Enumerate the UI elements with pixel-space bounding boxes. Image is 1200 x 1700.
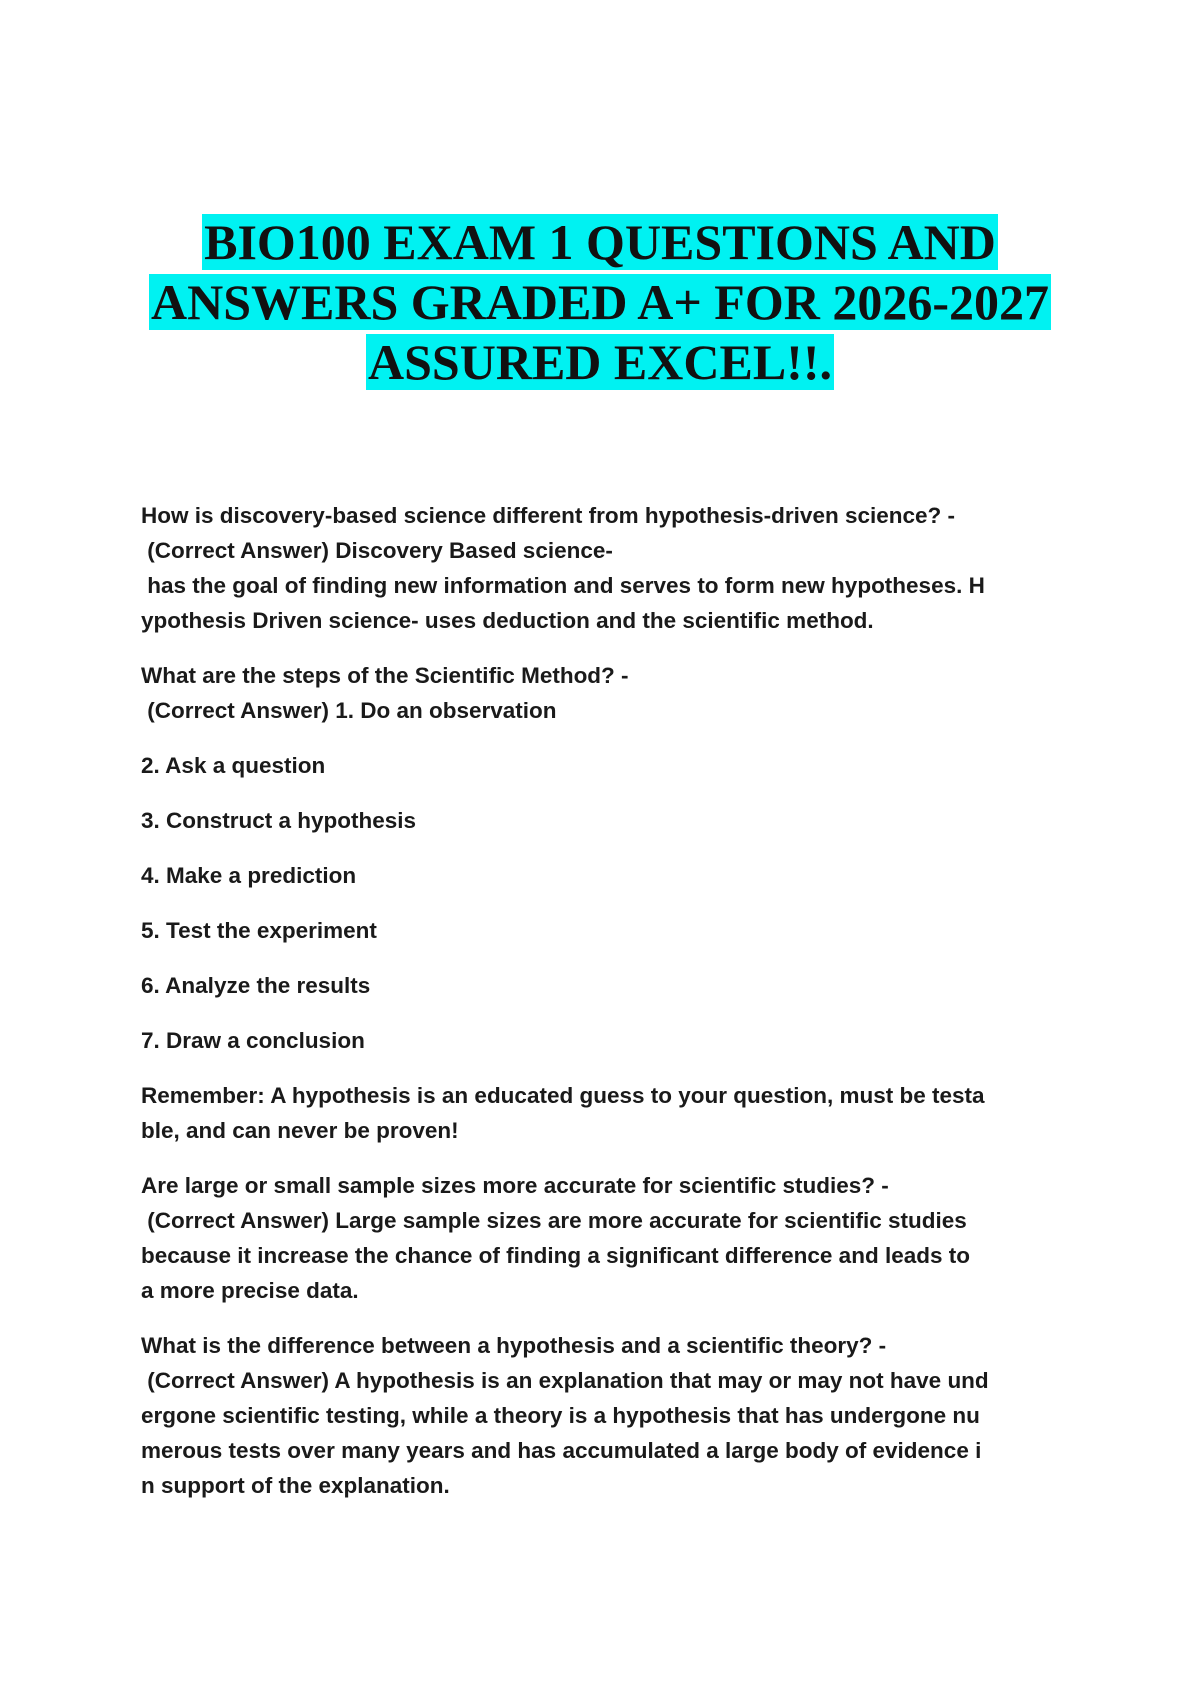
text-line: n support of the explanation. (141, 1473, 450, 1498)
text-line: (Correct Answer) Discovery Based science- (141, 538, 613, 563)
text-line: ble, and can never be proven! (141, 1118, 459, 1143)
qa-paragraph (141, 658, 1081, 728)
text-line: merous tests over many years and has accumulated a large body of evidence i (141, 1438, 982, 1463)
qa-paragraph (141, 803, 1081, 838)
qa-paragraph (141, 1168, 1081, 1308)
qa-paragraph (141, 1328, 1081, 1503)
text-line: 4. Make a prediction (141, 863, 357, 888)
text-line: (Correct Answer) 1. Do an observation (141, 698, 557, 723)
title-line: ASSURED EXCEL!!. (368, 334, 832, 390)
text-line: because it increase the chance of finding a significant difference and leads to (141, 1243, 970, 1268)
text-line: a more precise data. (141, 1278, 359, 1303)
text-line: ypothesis Driven science- uses deduction and the scientific method. (141, 608, 874, 633)
text-line: 6. Analyze the results (141, 973, 371, 998)
text-line: has the goal of finding new information and serves to form new hypotheses. H (141, 573, 985, 598)
text-line: Are large or small sample sizes more accurate for scientific studies? - (141, 1173, 889, 1198)
text-line: ergone scientific testing, while a theory is a hypothesis that has undergone nu (141, 1403, 980, 1428)
title-line: BIO100 EXAM 1 QUESTIONS AND (204, 214, 996, 270)
text-line: (Correct Answer) A hypothesis is an explanation that may or may not have und (141, 1368, 989, 1393)
document-body (141, 498, 1081, 1523)
qa-paragraph (141, 913, 1081, 948)
qa-paragraph (141, 968, 1081, 1003)
qa-paragraph (141, 748, 1081, 783)
text-line: Remember: A hypothesis is an educated guess to your question, must be testa (141, 1083, 985, 1108)
text-line: 2. Ask a question (141, 753, 326, 778)
title-line: ANSWERS GRADED A+ FOR 2026-2027 (151, 274, 1049, 330)
text-line: 7. Draw a conclusion (141, 1028, 365, 1053)
text-line: (Correct Answer) Large sample sizes are more accurate for scientific studies (141, 1208, 967, 1233)
qa-paragraph (141, 498, 1081, 638)
qa-paragraph (141, 1078, 1081, 1148)
text-line: 3. Construct a hypothesis (141, 808, 417, 833)
text-line: What are the steps of the Scientific Method? - (141, 663, 629, 688)
text-line: What is the difference between a hypothesis and a scientific theory? - (141, 1333, 887, 1358)
text-line: How is discovery-based science different from hypothesis-driven science? - (141, 503, 955, 528)
document-title (100, 212, 1100, 392)
text-line: 5. Test the experiment (141, 918, 377, 943)
qa-paragraph (141, 858, 1081, 893)
qa-paragraph (141, 1023, 1081, 1058)
